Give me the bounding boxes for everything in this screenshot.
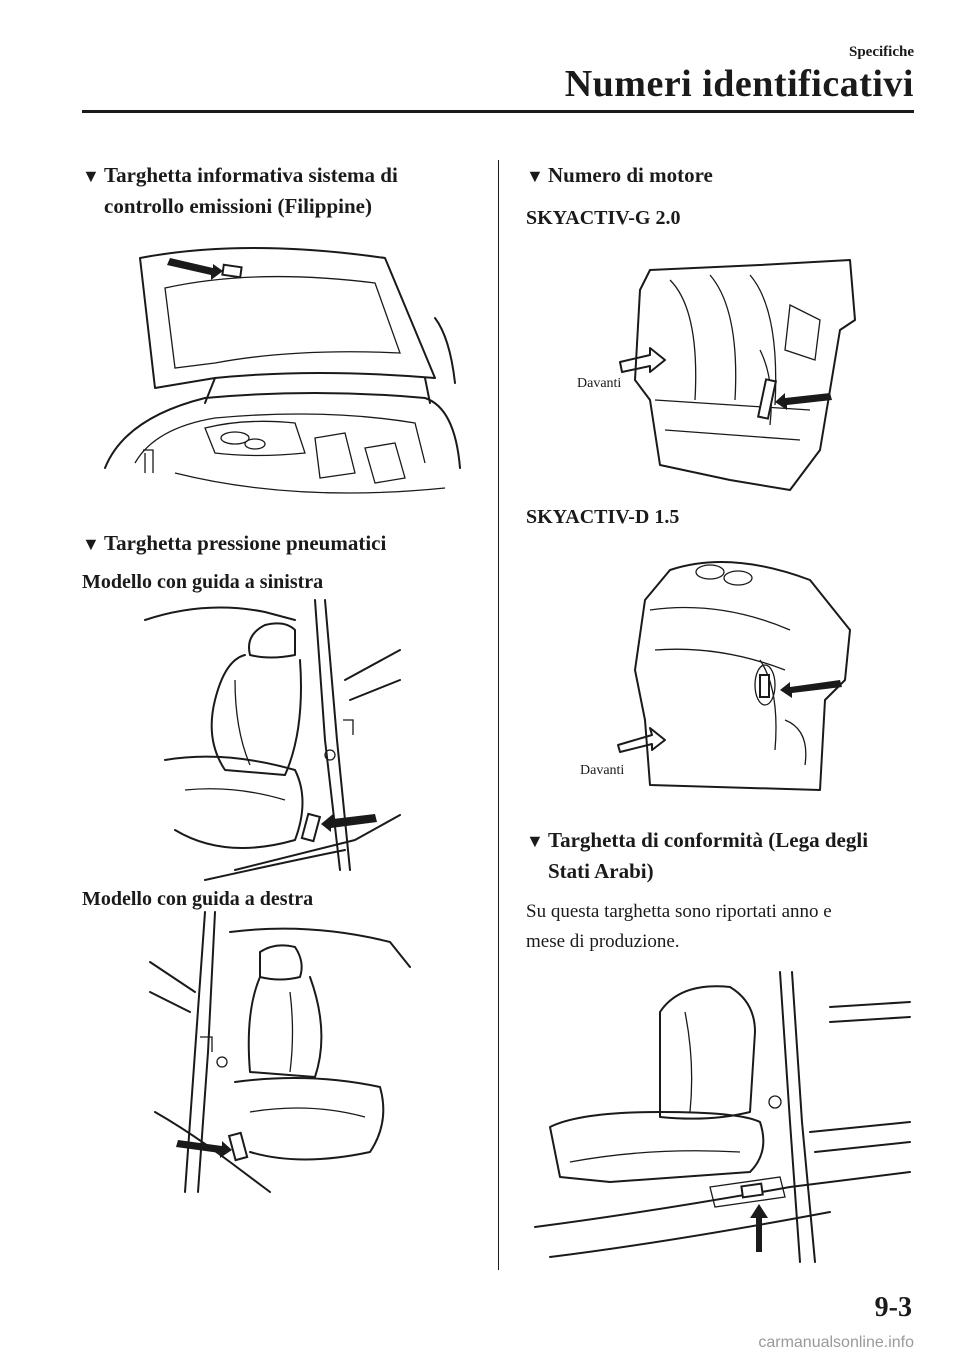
lhd-model-label: Modello con guida a sinistra [82,571,324,593]
chapter-title: Numeri identificativi [564,63,914,105]
heading-marker-icon: ▼ [526,166,544,186]
conformity-heading: ▼ Targhetta di conformità (Lega degli Stati Arabi) [526,828,869,883]
header-rule [82,110,914,113]
site-watermark: carmanualsonline.info [758,1334,914,1351]
tire-pressure-heading: ▼ Targhetta pressione pneumatici [82,528,482,559]
skyactiv-d-engine-illustration [610,550,870,800]
conformity-plate-illustration [530,972,910,1262]
heading-marker-icon: ▼ [82,534,100,554]
rhd-model-label: Modello con guida a destra [82,888,314,910]
heading-marker-icon: ▼ [526,831,544,851]
engine-g-front-caption: Davanti [577,376,622,391]
engine-g-label: SKYACTIV-G 2.0 [526,207,681,229]
skyactiv-g-engine-illustration [610,250,870,500]
conformity-description: Su questa targhetta sono riportati anno e mese di produzione. [526,901,832,952]
engine-number-heading: ▼ Numero di motore [526,160,926,191]
section-label: Specifiche [849,44,914,60]
emissions-label-heading: ▼ Targhetta informativa sistema di controllo emissioni (Filippine) [82,163,398,218]
page-number: 9-3 [874,1292,912,1323]
lhd-door-pillar-illustration [145,600,405,880]
heading-marker-icon: ▼ [82,166,100,186]
rhd-door-pillar-illustration [150,912,410,1202]
engine-d-label: SKYACTIV-D 1.5 [526,506,680,528]
column-divider [498,160,499,1270]
engine-d-front-caption: Davanti [580,763,625,778]
hood-open-illustration [95,238,465,508]
